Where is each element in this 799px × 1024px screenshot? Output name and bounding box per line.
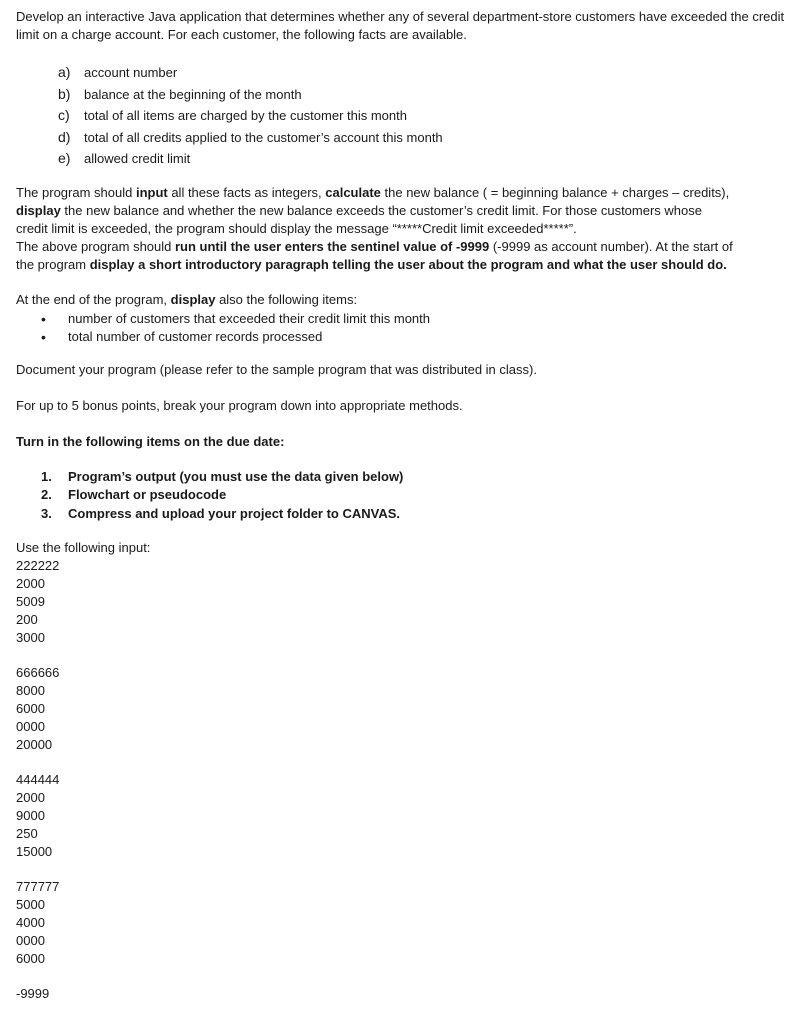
text-run: the new balance ( = beginning balance + charges – credits),: [380, 184, 730, 200]
list-item-number: 3.: [41, 505, 52, 521]
bold-run: display: [170, 291, 216, 307]
bullet-icon: •: [41, 310, 46, 327]
input-value: 2000: [16, 576, 45, 591]
text-run: the new balance and whether the new balance exceeds the customer’s credit limit. For those customers whose: [60, 202, 702, 218]
input-value: 0000: [16, 719, 45, 734]
input-value: 777777: [16, 879, 60, 894]
bonus-note: For up to 5 bonus points, break your program down into appropriate methods.: [16, 397, 463, 413]
input-value: 200: [16, 612, 38, 627]
list-item-label: b): [58, 85, 71, 102]
list-item: [58, 84, 786, 106]
input-value: 4000: [16, 915, 45, 930]
input-value: 3000: [16, 630, 45, 645]
input-group: [16, 557, 786, 647]
list-item-text: Program’s output (you must use the data given below): [68, 468, 404, 484]
input-value: 15000: [16, 844, 53, 859]
list-item: [41, 328, 786, 347]
list-item: [41, 310, 786, 329]
text-run: The program should: [16, 184, 136, 200]
sentinel-value: -9999: [16, 986, 50, 1001]
input-group: [16, 771, 786, 861]
list-item-number: 2.: [41, 487, 52, 502]
input-heading: Use the following input:: [16, 540, 151, 555]
list-item-text: total number of customer records processed: [68, 329, 323, 344]
input-value: 444444: [16, 772, 60, 787]
document-note: Document your program (please refer to the sample program that was distributed in class).: [16, 361, 537, 377]
text-run: The above program should: [16, 238, 175, 254]
bold-run: run until the user enters the sentinel value of -9999: [174, 238, 490, 254]
list-item: [58, 127, 786, 149]
input-value: 5009: [16, 594, 45, 609]
list-item: [58, 62, 786, 84]
bold-run: input: [135, 184, 168, 200]
input-group: [16, 664, 786, 754]
program-description-paragraph: [16, 184, 786, 274]
bold-run: display a short introductory paragraph telling the user about the program and what the user should do.: [89, 256, 727, 272]
list-item-label: e): [58, 150, 71, 166]
intro-paragraph: Develop an interactive Java application that determines whether any of several department-store customers have exceeded the credit limit on a charge account. For each customer, the following facts are available.: [16, 9, 785, 42]
list-item-label: a): [58, 64, 71, 80]
input-group: [16, 878, 786, 968]
list-item-text: Flowchart or pseudocode: [68, 487, 227, 502]
list-item-text: total of all credits applied to the customer’s account this month: [84, 129, 443, 145]
input-value: 6000: [16, 701, 45, 716]
end-display-heading: [16, 291, 786, 309]
turn-in-list: [41, 468, 786, 524]
assignment-document: [16, 8, 786, 1003]
text-run: also the following items:: [215, 291, 358, 307]
list-item-label: d): [58, 128, 71, 145]
list-item-text: allowed credit limit: [84, 151, 191, 166]
text-run: At the end of the program,: [16, 291, 171, 307]
input-value: 20000: [16, 737, 53, 752]
text-run: the program: [16, 256, 90, 272]
list-item-text: number of customers that exceeded their credit limit this month: [68, 310, 430, 326]
text-run: credit limit is exceeded, the program should display the message “*****Credit limit exceeded*****”.: [16, 220, 577, 236]
input-value: 222222: [16, 558, 60, 573]
bold-run: display: [16, 202, 61, 218]
list-item-text: account number: [84, 65, 178, 80]
text-run: all these facts as integers,: [167, 184, 326, 200]
input-value: 666666: [16, 665, 60, 680]
list-item-text: Compress and upload your project folder to CANVAS.: [68, 505, 401, 521]
facts-list: [58, 62, 786, 170]
list-item-text: balance at the beginning of the month: [84, 86, 302, 102]
list-item-label: c): [58, 107, 70, 123]
input-value: 9000: [16, 808, 45, 823]
list-item: [41, 486, 786, 505]
list-item: [58, 148, 786, 170]
input-value: 5000: [16, 897, 45, 912]
list-item-text: total of all items are charged by the customer this month: [84, 108, 407, 123]
turn-in-heading: Turn in the following items on the due date:: [16, 433, 285, 449]
list-item: [58, 105, 786, 127]
bullet-icon: •: [41, 329, 46, 345]
input-value: 6000: [16, 951, 45, 966]
input-value: 8000: [16, 683, 45, 698]
list-item-number: 1.: [41, 468, 52, 484]
input-value: 0000: [16, 933, 45, 948]
text-run: (-9999 as account number). At the start of: [489, 238, 733, 254]
input-value: 2000: [16, 790, 45, 805]
list-item: [41, 505, 786, 524]
input-value: 250: [16, 826, 38, 841]
bold-run: calculate: [325, 184, 381, 200]
end-display-list: [41, 310, 786, 347]
list-item: [41, 468, 786, 487]
